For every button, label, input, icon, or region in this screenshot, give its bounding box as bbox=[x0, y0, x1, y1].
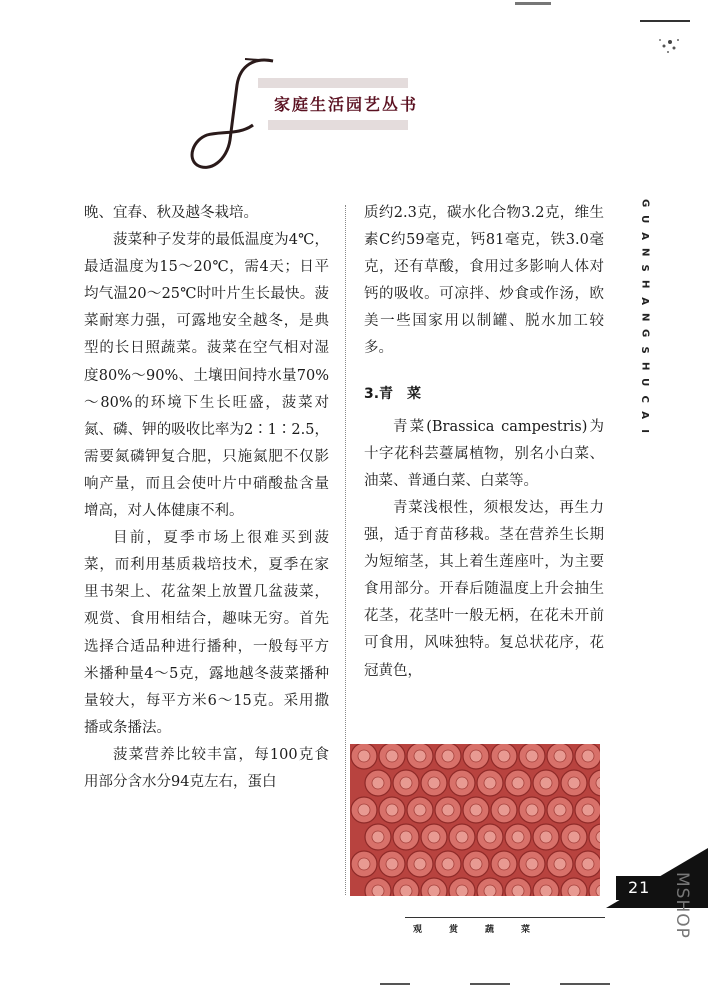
section-heading: 3.青 菜 bbox=[364, 385, 422, 402]
page-corner-triangle bbox=[606, 848, 708, 908]
paragraph: 晚、宜春、秋及越冬栽培。 bbox=[84, 205, 258, 221]
side-letter: N bbox=[639, 313, 651, 322]
side-letter: U bbox=[639, 378, 651, 387]
side-letter: S bbox=[639, 346, 651, 354]
side-letter: H bbox=[639, 361, 651, 371]
left-text-column bbox=[84, 200, 329, 796]
vegetable-photo-illustration bbox=[350, 744, 600, 896]
watermark: MSHOP bbox=[672, 872, 692, 939]
paragraph: 质约2.3克，碳水化合物3.2克，维生素C约59毫克，钙81毫克，铁3.0毫克，还有草酸，食用过多影响人体对钙的吸收。可凉拌、炒食或作汤，欧美一些国家用以制罐、脱水加工较多。 bbox=[364, 205, 604, 357]
side-letter: U bbox=[639, 215, 651, 224]
paragraph: 青菜(Brassica campestris)为十字花科芸薹属植物，别名小白菜、油菜、普通白菜、白菜等。 bbox=[364, 418, 604, 489]
top-crop-marks bbox=[515, 0, 555, 8]
side-letter: S bbox=[639, 264, 651, 272]
paragraph: 目前，夏季市场上很难买到菠菜，而利用基质栽培技术，夏季在家里书架上、花盆架上放置几盆菠菜，观赏、食用相结合，趣味无穷。首先选择合适品种进行播种，一般每平方米播种量4～5克，露地越冬菠菜播种量较大，每平方米6～15克。采用撒播或条播法。 bbox=[84, 530, 329, 736]
side-letter: C bbox=[639, 395, 651, 403]
side-letter: G bbox=[639, 199, 651, 208]
side-letter: A bbox=[639, 231, 651, 240]
corner-decoration bbox=[640, 20, 690, 60]
right-text-column bbox=[364, 200, 604, 685]
paragraph: 青菜浅根性，须根发达，再生力强，适于育苗移栽。茎在营养生长期为短缩茎，其上着生莲座叶，为主要食用部分。开春后随温度上升会抽生花茎，花茎叶一般无柄，在花未开前可食用，风味独特。复总状花序，花冠黄色， bbox=[364, 499, 604, 679]
footer-rule bbox=[405, 917, 605, 918]
side-pinyin-label bbox=[637, 195, 651, 439]
vegetable-photo bbox=[350, 744, 600, 896]
series-title: 家庭生活园艺丛书 bbox=[274, 95, 419, 114]
side-letter: A bbox=[639, 411, 651, 419]
side-letter: N bbox=[639, 247, 651, 257]
side-letter: H bbox=[639, 280, 651, 289]
bottom-crop-marks bbox=[380, 980, 630, 988]
side-letter: I bbox=[639, 429, 651, 434]
side-letter: G bbox=[639, 329, 651, 338]
footer-book-title: 观赏蔬菜 bbox=[413, 925, 558, 935]
paragraph: 菠菜营养比较丰富，每100克食用部分含水分94克左右，蛋白 bbox=[84, 746, 329, 790]
page-number: 21 bbox=[628, 878, 651, 897]
column-divider bbox=[345, 205, 346, 895]
paragraph: 菠菜种子发芽的最低温度为4℃，最适温度为15～20℃，需4天；日平均气温20～25℃时叶片生长最快。菠菜耐寒力强，可露地安全越冬，是典型的长日照蔬菜。菠菜在空气相对湿度80%～90%、土壤田间持水量70%～80%的环境下生长旺盛，菠菜对氮、磷、钾的吸收比率为2∶1∶2.5，需要氮磷钾复合肥，只施氮肥不仅影响产量，而且会使叶片中硝酸盐含量增高，对人体健康不利。 bbox=[84, 232, 329, 520]
side-letter: A bbox=[639, 297, 651, 305]
page-number-badge bbox=[606, 848, 708, 908]
